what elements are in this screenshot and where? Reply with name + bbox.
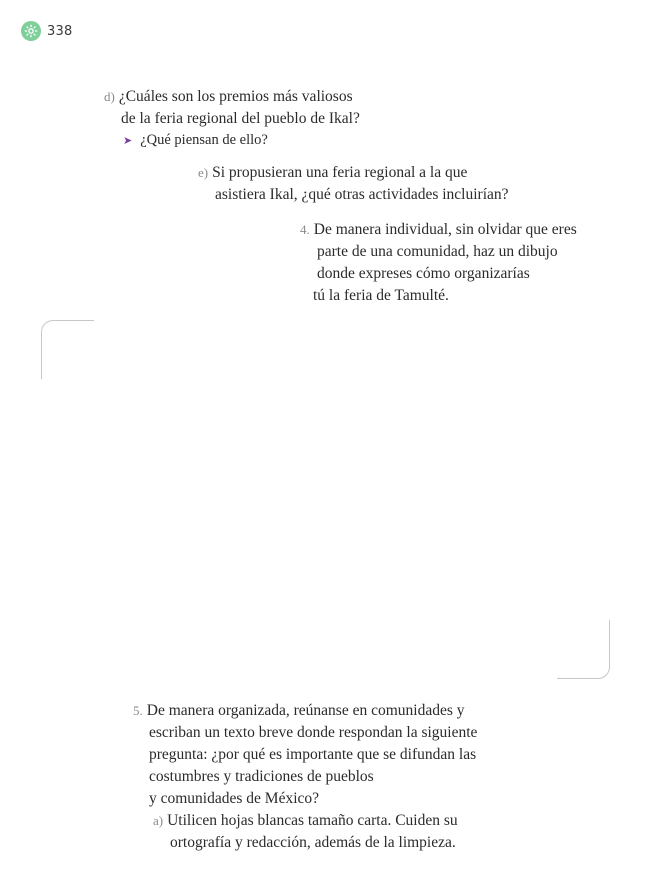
- activity-text: De manera individual, sin olvidar que eres: [313, 221, 577, 238]
- sub-activity-marker: a): [153, 813, 164, 828]
- activity-text: costumbres y tradiciones de pueblos: [149, 768, 374, 785]
- activity-text: pregunta: ¿por qué es importante que se difundan las: [149, 746, 477, 763]
- sub-activity-text: ortografía y redacción, además de la limpieza.: [170, 834, 456, 851]
- sun-flower-icon: [21, 21, 41, 41]
- question-text: de la feria regional del pueblo de Ikal?: [121, 110, 360, 127]
- question-e: [198, 162, 509, 206]
- activity-text: escriban un texto breve donde respondan la siguiente: [149, 724, 478, 741]
- page-number: 338: [47, 23, 73, 39]
- sub-activity-text: Utilicen hojas blancas tamaño carta. Cuiden su: [167, 812, 458, 829]
- question-text: ¿Cuáles son los premios más valiosos: [118, 88, 353, 105]
- question-text: asistiera Ikal, ¿qué otras actividades incluirían?: [215, 186, 509, 203]
- activity-text: donde expreses cómo organizarías: [317, 265, 530, 282]
- question-marker: d): [104, 89, 115, 104]
- activity-text: De manera organizada, reúnanse en comunidades y: [146, 702, 465, 719]
- question-marker: e): [198, 165, 209, 180]
- arrow-bullet-icon: ➤: [123, 135, 133, 147]
- drawing-frame-corner-top-left: [41, 320, 94, 379]
- activity-text: tú la feria de Tamulté.: [313, 287, 449, 304]
- activity-text: y comunidades de México?: [149, 790, 320, 807]
- activity-text: parte de una comunidad, haz un dibujo: [317, 243, 558, 260]
- activity-5: [133, 700, 477, 854]
- page-header: [21, 21, 72, 41]
- activity-4: [300, 219, 577, 307]
- sub-question-text: ¿Qué piensan de ello?: [140, 132, 268, 148]
- drawing-frame-corner-bottom-right: [557, 620, 610, 679]
- activity-marker: 5.: [133, 703, 143, 718]
- question-text: Si propusieran una feria regional a la que: [212, 164, 468, 181]
- question-d: [104, 86, 360, 151]
- activity-marker: 4.: [300, 222, 310, 237]
